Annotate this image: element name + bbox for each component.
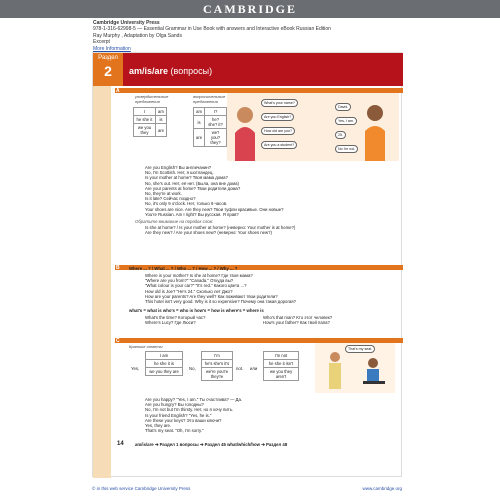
book-page <box>92 52 402 477</box>
speech-bubble: How old are you? <box>261 127 295 135</box>
example-line: Is your friend English? "Yes, he is." <box>145 412 212 418</box>
cell: am <box>194 108 205 116</box>
contractions-line: what's = what is who's = who is how's = how is where's = where is <box>129 308 264 313</box>
example-line: "What colour is your car?" "It's red." Какого цвета ...? <box>145 283 247 289</box>
example-list-b2 <box>145 315 205 325</box>
no-label: No, <box>189 366 196 371</box>
short-answers-caption: Краткие ответы <box>129 344 163 349</box>
speech-bubble: Yes, I am. <box>335 117 357 125</box>
example-line: That's my seat. "Oh, I'm sorry." <box>145 428 204 434</box>
section-a-label: A <box>116 88 120 94</box>
cell: we're you're they're <box>202 368 233 381</box>
affirmative-caption: утвердительные предложения <box>135 94 169 104</box>
cell: we you they are <box>146 368 183 376</box>
speech-bubble: That's my seat. <box>345 345 375 353</box>
example-line: Are you hungry? Вы голодны? <box>145 402 204 408</box>
cell: we you they <box>134 124 156 137</box>
example-line: What's the time? Который час? <box>145 315 206 320</box>
cell: I <box>134 108 156 116</box>
or-label: или <box>250 366 258 371</box>
example-line: Your shoes are nice. Are they new? Твои туфли красивые. Они новые? <box>145 206 284 212</box>
not-label: not. <box>236 366 244 371</box>
cell: I am <box>146 352 183 360</box>
cell: he she it <box>134 116 156 124</box>
example-line: How old is Joe? "He's 24." Сколько лет Джо? <box>145 288 233 294</box>
yes-table <box>145 351 183 376</box>
copyright-link[interactable]: © in this web service Cambridge University Press <box>92 486 191 491</box>
example-line: This hotel isn't very good. Why is it so expensive? Почему она такая дорогая? <box>145 299 297 305</box>
seat-illustration <box>315 343 395 393</box>
section-b-heading: Where ... ? / What ... ? / Who ... ? / How ... ? / Why ... ? <box>129 266 238 271</box>
cell: are <box>194 129 205 147</box>
example-line: Are these your keys? Это ваши ключи? <box>145 417 222 423</box>
example-list-b3 <box>263 315 332 325</box>
example-line: Is it late? Сейчас поздно? <box>145 196 196 202</box>
example-line: How's your father? Как твой папа? <box>263 320 330 326</box>
no-table-contracted <box>201 351 233 381</box>
book-metadata <box>93 20 413 52</box>
speech-bubble: Are you a student? <box>261 141 297 149</box>
word-order-note: Обратите внимание на порядок слов: <box>135 219 214 224</box>
cell: I'm not <box>264 352 299 360</box>
speech-bubble: 25. <box>335 131 346 139</box>
publisher: Cambridge University Press <box>93 20 160 26</box>
example-line: Are they new? / Are your shoes new? (неверно: Your shoes new?) <box>145 230 272 236</box>
yes-label: Yes, <box>131 366 140 371</box>
people-icon <box>227 93 399 161</box>
cell: he's she's it's <box>202 360 233 368</box>
cell: I? <box>205 108 227 116</box>
speech-bubble: What's your name? <box>261 99 298 107</box>
bottom-links <box>92 486 402 491</box>
example-line: Are you English? Вы англичанин? <box>145 165 212 170</box>
example-line: Where is your mother? Is she at home? Где твоя мама? <box>145 273 253 278</box>
word-order-list <box>145 225 295 235</box>
cell: he? she? it? <box>205 116 227 129</box>
example-line: Who's that man? Кто этот человек? <box>263 315 333 320</box>
question-table <box>193 107 227 147</box>
example-line: No, it's only 9 o'clock. Нет, только 9 часов. <box>145 201 228 207</box>
unit-number: 2 <box>104 63 112 79</box>
authors: Ray Murphy , Adaptation by Olga Sands <box>93 32 182 39</box>
unit-title-main: am/is/are <box>129 66 169 76</box>
cell: he she it is <box>146 360 183 368</box>
example-line: Is your mother at home? Твоя мама дома? <box>145 175 228 181</box>
dialogue-illustration <box>227 93 399 161</box>
section-b-label: B <box>116 265 120 271</box>
cell: I'm <box>202 352 233 360</box>
cambridge-logo: CAMBRIDGE <box>202 2 297 16</box>
book-title: 978-1-316-62998-5 — Essential Grammar in Use Book with answers and Interactive eBook Russian Edition <box>93 26 331 33</box>
excerpt-label: Excerpt <box>93 39 110 46</box>
cell: we you they aren't <box>264 368 299 381</box>
example-list-b <box>145 273 296 304</box>
section-c-label: C <box>116 338 120 344</box>
example-line: Yes, they are. <box>145 423 172 429</box>
website-link[interactable]: www.cambridge.org <box>362 486 402 491</box>
cross-references: am/is/are ➔ Раздел 1 вопросы ➔ Раздел 45 what/which/how ➔ Раздел 48 <box>135 442 288 447</box>
example-list-a <box>145 165 284 217</box>
speech-bubble: Are you English? <box>261 113 294 121</box>
example-line: No, I'm not but I'm thirsty. Нет, но я хочу пить. <box>145 407 234 413</box>
more-information-link[interactable]: More Information <box>93 45 131 52</box>
example-line: Are you happy? "Yes, I am." Ты счастлива? — Да. <box>145 397 243 402</box>
example-line: How are your parents? Are they well? Как поживают твои родители? <box>145 293 278 299</box>
unit-title-ru: (вопросы) <box>170 66 213 76</box>
example-line: You're Russian. Am I right? Вы русская. Я прав? <box>145 211 239 217</box>
example-line: Is she at home? / Is your mother at home? (неверно: Your mother is at home?) <box>145 225 296 230</box>
speech-bubble: No I'm not. <box>335 145 358 153</box>
example-list-c <box>145 397 242 433</box>
question-caption: вопросительные предложения <box>193 94 226 104</box>
side-rail <box>93 53 111 478</box>
example-line: Where's Lucy? Где Люси? <box>145 320 196 326</box>
unit-title <box>129 66 212 76</box>
unit-label: Раздел <box>98 55 118 61</box>
example-line: No, she's out. Нет, её нет. (Была, она вне дома) <box>145 180 239 186</box>
cell: we? you? they? <box>205 129 227 147</box>
speech-bubble: David. <box>335 103 351 111</box>
cell: is <box>194 116 205 129</box>
cell: am <box>155 108 166 116</box>
cell: are <box>155 124 166 137</box>
page-number: 14 <box>117 441 124 447</box>
example-line: "Where are you from?" "Canada." Откуда вы? <box>145 278 234 284</box>
example-line: Are your parents at home? Твои родители дома? <box>145 185 241 191</box>
cell: he she it isn't <box>264 360 299 368</box>
cambridge-header-bar <box>0 0 500 18</box>
affirmative-table <box>133 107 167 137</box>
no-table-negative <box>263 351 299 381</box>
example-line: No, they're at work. <box>145 191 182 197</box>
example-line: No, I'm Scottish. Нет, я шотландец. <box>145 170 214 176</box>
cell: is <box>155 116 166 124</box>
